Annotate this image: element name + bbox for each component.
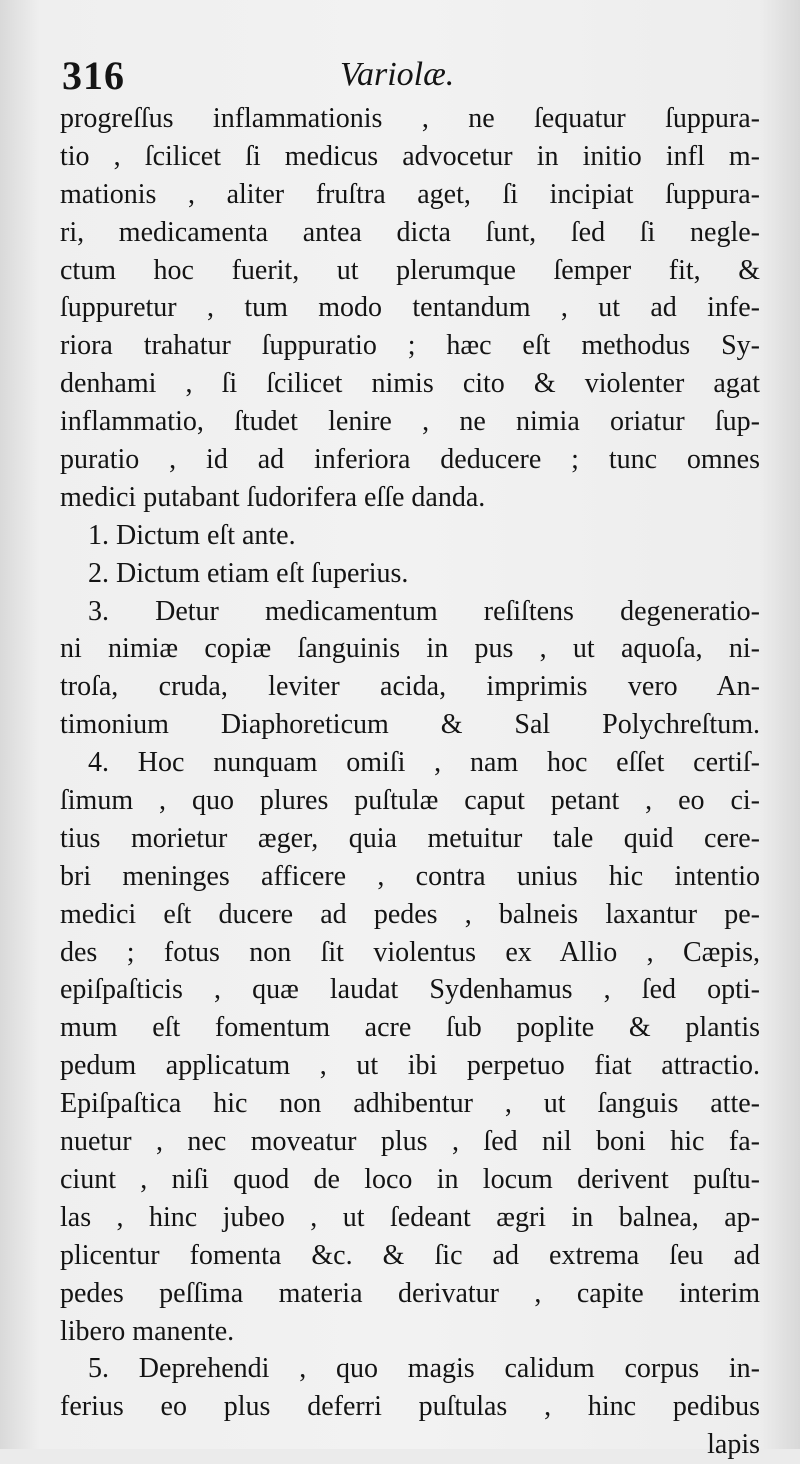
text-line: puratio , id ad inferiora deducere ; tunc omnes [60, 444, 760, 476]
page-number: 316 [62, 53, 125, 98]
numbered-item: 1. Dictum eſt ante. [88, 519, 296, 551]
text-line: troſa, cruda, leviter acida, imprimis vero An- [60, 671, 760, 703]
running-head: Variolæ. [340, 56, 455, 93]
text-line: riora trahatur ſuppuratio ; hæc eſt methodus Sy- [60, 330, 760, 362]
text-line: mum eſt fomentum acre ſub poplite & plantis [60, 1012, 760, 1044]
text-line: timonium Diaphoreticum & Sal Polychreſtum. [60, 709, 760, 741]
numbered-item: 3. Detur medicamentum reſiſtens degeneratio- [88, 595, 760, 627]
text-line: ciunt , niſi quod de loco in locum derivent puſtu- [60, 1163, 760, 1195]
text-line: bri meninges afficere , contra unius hic intentio [60, 860, 760, 892]
text-line: inflammatio, ſtudet lenire , ne nimia oriatur ſup- [60, 406, 760, 438]
text-line: epiſpaſticis , quæ laudat Sydenhamus , ſed opti- [60, 974, 760, 1006]
text-line: ferius eo plus deferri puſtulas , hinc pedibus [60, 1391, 760, 1423]
body-text [60, 100, 760, 1464]
text-line: ri, medicamenta antea dicta ſunt, ſed ſi neglе- [60, 216, 760, 248]
numbered-item: 2. Dictum etiam eſt ſuperius. [88, 557, 409, 589]
text-line: des ; fotus non ſit violentus ex Allio , Cæpis, [60, 936, 760, 968]
text-line: ni nimiæ copiæ ſanguinis in pus , ut aquoſa, ni- [60, 633, 760, 665]
text-line: Epiſpaſtica hic non adhibentur , ut ſanguis atte- [60, 1088, 760, 1120]
text-line: libero manente. [60, 1315, 235, 1347]
text-line: plicentur fomenta &c. & ſic ad extrema ſeu ad [60, 1239, 760, 1271]
text-line: nuetur , nec moveatur plus , ſed nil boni hic fa- [60, 1126, 760, 1158]
text-line: medici putabant ſudorifera eſſe danda. [60, 481, 486, 513]
text-line: tio , ſcilicet ſi medicus advocetur in initio infl m- [60, 140, 760, 172]
text-line: progreſſus inflammationis , ne ſequatur ſuppura- [60, 103, 760, 134]
text-line: ctum hoc fuerit, ut plerumque ſemper fit, & [60, 254, 760, 286]
numbered-item: 5. Deprehendi , quo magis calidum corpus in- [88, 1353, 760, 1385]
text-line: las , hinc jubeo , ut ſedeant ægri in balnea, ap- [60, 1201, 760, 1233]
numbered-item: 4. Hoc nunquam omiſi , nam hoc eſſet certiſ- [88, 747, 760, 779]
text-line: pedum applicatum , ut ibi perpetuo fiat attractio. [60, 1050, 760, 1082]
text-line: pedes peſſima materia derivatur , capite interim [60, 1277, 760, 1309]
text-line: mationis , aliter fruſtra aget, ſi incipiat ſuppura- [60, 178, 760, 210]
text-line: denhami , ſi ſcilicet nimis cito & violenter agat [60, 368, 760, 400]
text-line: tius morietur æger, quia metuitur tale quid cere- [60, 822, 760, 854]
page-header [62, 52, 662, 100]
catchword: lapis [707, 1429, 760, 1461]
text-line: ſimum , quo plures puſtulæ caput petant , eo ci- [60, 785, 760, 817]
text-line: ſuppuretur , tum modo tentandum , ut ad infe- [60, 292, 760, 324]
text-line: medici eſt ducere ad pedes , balneis laxantur pe- [60, 898, 760, 930]
